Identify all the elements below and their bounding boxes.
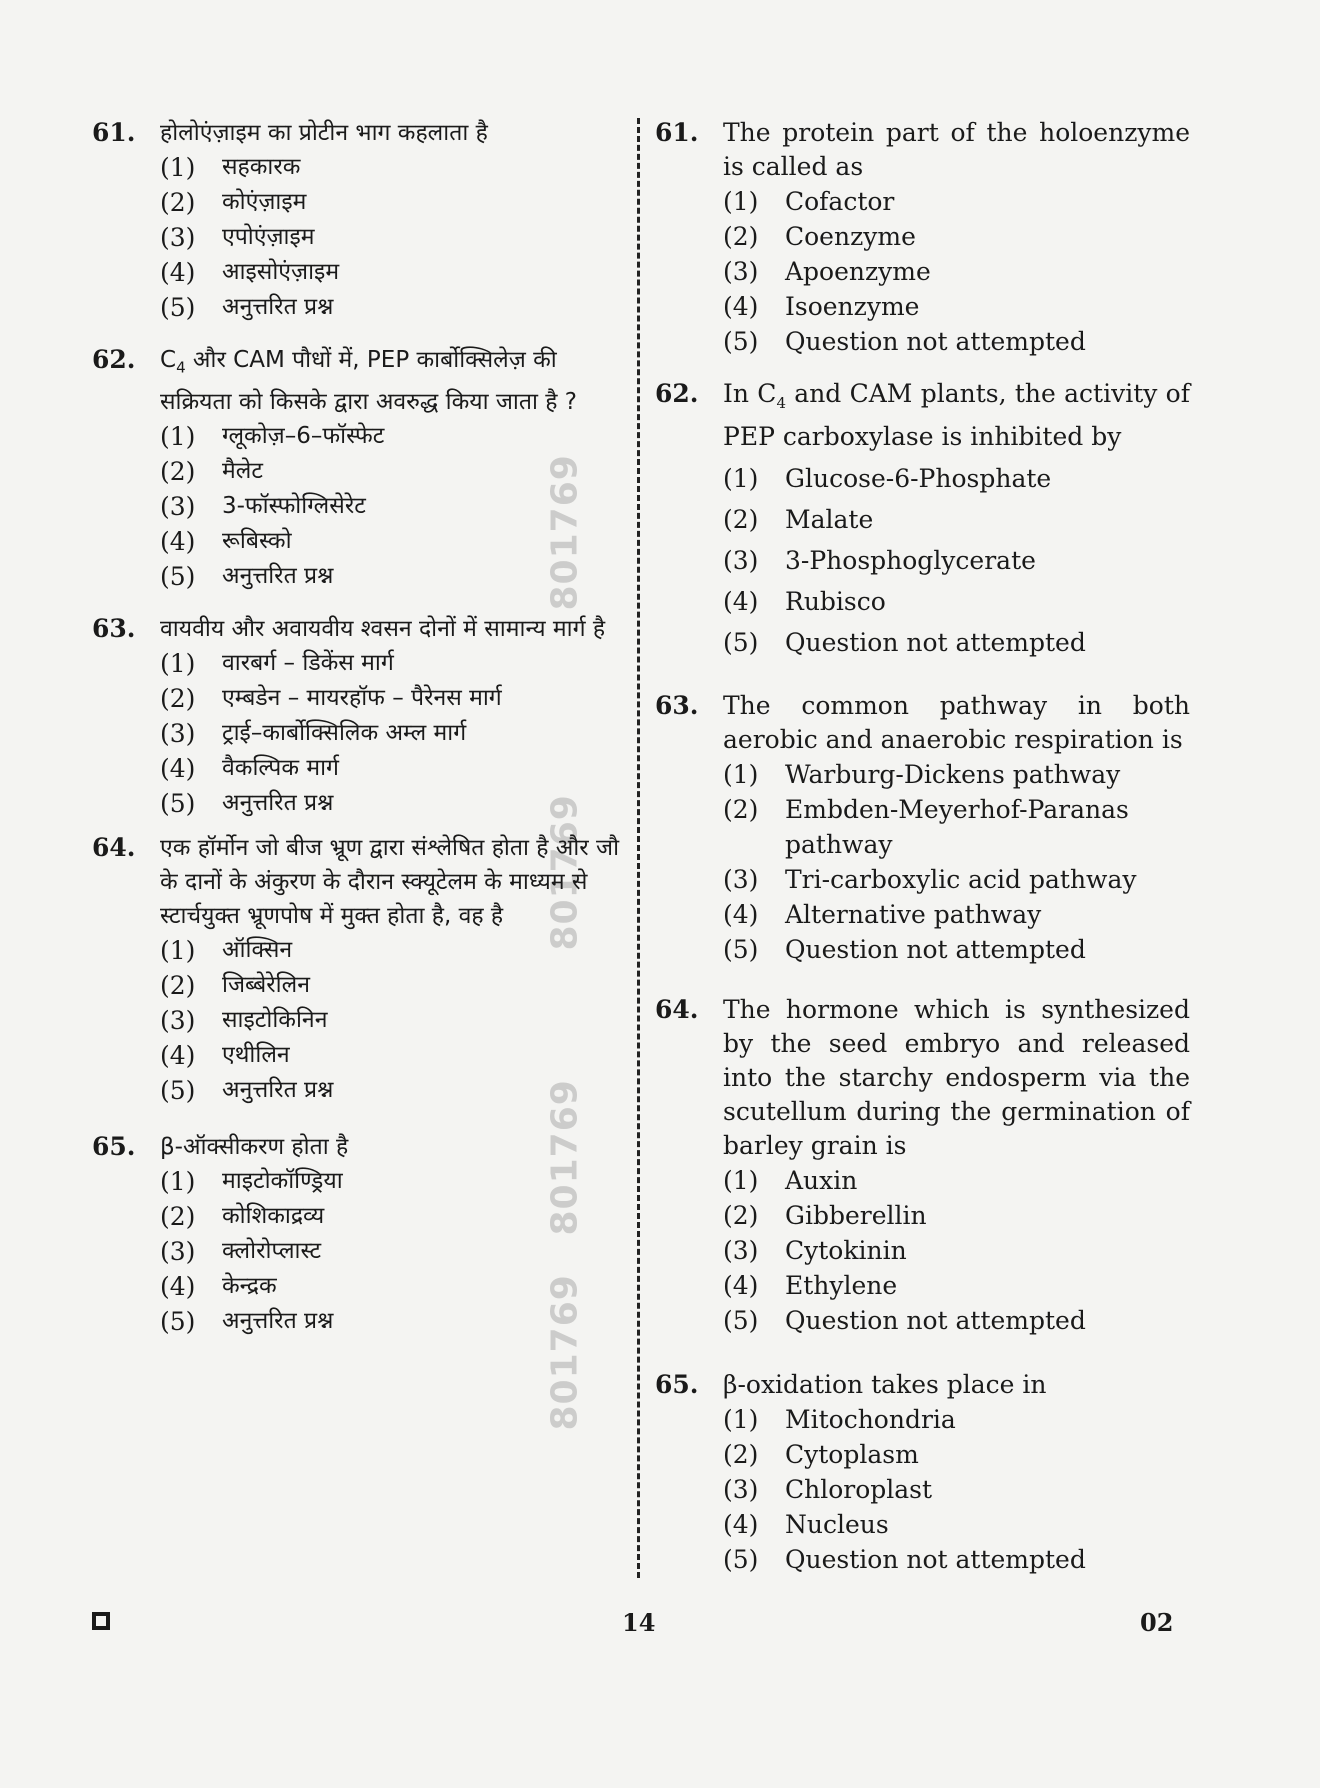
option: (4) Isoenzyme	[723, 292, 920, 321]
option: (1) Auxin	[723, 1166, 858, 1195]
question-number: 62.	[655, 379, 699, 408]
option: (1) Cofactor	[723, 187, 895, 216]
option: (1) Glucose-6-Phosphate	[723, 464, 1052, 493]
question-text: β-ऑक्सीकरण होता है	[160, 1133, 349, 1160]
option: (4) Rubisco	[723, 587, 886, 616]
option: (3) क्लोरोप्लास्ट	[160, 1236, 322, 1266]
option: (2) कोएंज़ाइम	[160, 188, 307, 217]
hindi-column	[92, 112, 627, 1339]
question-number: 63.	[655, 691, 699, 720]
option: (1) Warburg-Dickens pathway	[723, 760, 1121, 789]
option: (1) ऑक्सिन	[160, 935, 293, 965]
option: (2) Malate	[723, 505, 874, 534]
question-text: The common pathway in both aerobic and anaerobic respiration is	[723, 691, 1190, 754]
option: (5) Question not attempted	[723, 327, 1086, 356]
watermark-3: 801769	[544, 1079, 586, 1236]
english-column	[655, 112, 1190, 1577]
option: (4) एथीलिन	[160, 1040, 290, 1070]
option: (3) Cytokinin	[723, 1236, 907, 1265]
option: (2) Gibberellin	[723, 1201, 927, 1230]
question-62-english	[655, 377, 1190, 663]
question-number: 64.	[655, 995, 699, 1024]
option: (4) Ethylene	[723, 1271, 898, 1300]
option: (3) 3-Phosphoglycerate	[723, 546, 1036, 575]
question-text: होलोएंज़ाइम का प्रोटीन भाग कहलाता है	[160, 120, 488, 146]
question-text: एक हॉर्मोन जो बीज भ्रूण द्वारा संश्लेषित होता है और जौ के दानों के अंकुरण के दौरान स्क्यूटेलम के माध्यम से स्टार्चयुक्त भ्रूणपोष में मुक्त होता है, वह है	[160, 834, 620, 929]
option: (3) Tri-carboxylic acid pathway	[723, 865, 1137, 894]
option: (2) एम्बडेन – मायरहॉफ – पैरेनस मार्ग	[160, 683, 502, 713]
question-65-hindi	[92, 1079, 627, 1339]
question-65-english	[655, 1368, 1190, 1577]
question-text: The protein part of the holoenzyme is called as	[723, 118, 1190, 181]
option: (2) Cytoplasm	[723, 1440, 919, 1469]
column-divider	[637, 118, 640, 1578]
watermark-4: 801769	[544, 1274, 586, 1431]
question-text: The hormone which is synthesized by the seed embryo and released into the starchy endosperm via the scutellum during the germination of barley grain is	[723, 995, 1190, 1160]
options-list	[160, 933, 627, 1108]
square-marker-icon	[92, 1612, 110, 1630]
option: (5) Question not attempted	[723, 1306, 1086, 1335]
question-number: 65.	[655, 1370, 699, 1399]
option: (2) Embden-Meyerhof-Paranas pathway	[723, 795, 1129, 859]
question-62-hindi	[92, 343, 627, 594]
options-list	[160, 419, 627, 594]
option: (5) अनुत्तरित प्रश्न	[160, 1306, 334, 1336]
question-number: 62.	[92, 345, 136, 374]
option: (5) अनुत्तरित प्रश्न	[160, 788, 334, 818]
watermark-2: 801769	[544, 794, 586, 951]
option: (5) अनुत्तरित प्रश्न	[160, 293, 334, 322]
option: (1) Mitochondria	[723, 1405, 956, 1434]
question-number: 63.	[92, 613, 136, 643]
question-63-english	[655, 689, 1190, 967]
options-list	[723, 1402, 1190, 1577]
option: (1) वारबर्ग – डिकेंस मार्ग	[160, 648, 394, 678]
option: (5) Question not attempted	[723, 935, 1086, 964]
watermark-1: 801769	[544, 454, 586, 611]
option: (4) Nucleus	[723, 1510, 889, 1539]
question-text: In $C_4$ and CAM plants, the activity of PEP carboxylase is inhibited by	[723, 379, 1190, 451]
option: (4) केन्द्रक	[160, 1271, 277, 1301]
options-list	[723, 458, 1190, 663]
option: (2) Coenzyme	[723, 222, 916, 251]
option: (2) कोशिकाद्रव्य	[160, 1201, 325, 1231]
question-64-english	[655, 993, 1190, 1338]
option: (3) ट्राई–कार्बोक्सिलिक अम्ल मार्ग	[160, 718, 467, 748]
option: (5) Question not attempted	[723, 1545, 1086, 1574]
option: (3) एपोएंज़ाइम	[160, 223, 315, 252]
options-list	[723, 1163, 1190, 1338]
option: (5) अनुत्तरित प्रश्न	[160, 1075, 334, 1105]
option: (4) रूबिस्को	[160, 526, 292, 556]
options-list	[723, 757, 1190, 967]
option: (3) साइटोकिनिन	[160, 1005, 328, 1035]
option: (3) Apoenzyme	[723, 257, 931, 286]
option: (5) अनुत्तरित प्रश्न	[160, 561, 334, 591]
option: (5) Question not attempted	[723, 628, 1086, 657]
options-list	[160, 646, 627, 821]
option: (4) Alternative pathway	[723, 900, 1042, 929]
options-list	[160, 150, 627, 325]
question-text: $C_4$ और CAM पौधों में, PEP कार्बोक्सिलेज़ की सक्रियता को किसके द्वारा अवरुद्ध किया जाता है ?	[160, 347, 577, 415]
option: (2) जिब्बेरेलिन	[160, 970, 310, 1000]
paper-code: 02	[1140, 1608, 1174, 1637]
option: (2) मैलेट	[160, 456, 263, 486]
option: (4) आइसोएंज़ाइम	[160, 258, 340, 287]
option: (1) सहकारक	[160, 153, 301, 182]
question-text: वायवीय और अवायवीय श्वसन दोनों में सामान्य मार्ग है	[160, 615, 606, 642]
question-64-hindi	[92, 794, 627, 1108]
question-number: 65.	[92, 1131, 136, 1161]
page-number: 14	[622, 1608, 656, 1637]
option: (1) ग्लूकोज़–6–फॉस्फेट	[160, 421, 385, 451]
option: (3) Chloroplast	[723, 1475, 933, 1504]
option: (4) वैकल्पिक मार्ग	[160, 753, 339, 783]
question-number: 64.	[92, 832, 136, 862]
question-text: β-oxidation takes place in	[723, 1370, 1047, 1399]
question-number: 61.	[655, 118, 699, 147]
option: (1) माइटोकॉण्ड्रिया	[160, 1166, 343, 1196]
question-61-hindi	[92, 116, 627, 325]
question-number: 61.	[92, 118, 136, 147]
question-61-english	[655, 116, 1190, 359]
options-list	[723, 184, 1190, 359]
option: (3) 3-फॉस्फोग्लिसेरेट	[160, 491, 366, 521]
question-63-hindi	[92, 612, 627, 821]
